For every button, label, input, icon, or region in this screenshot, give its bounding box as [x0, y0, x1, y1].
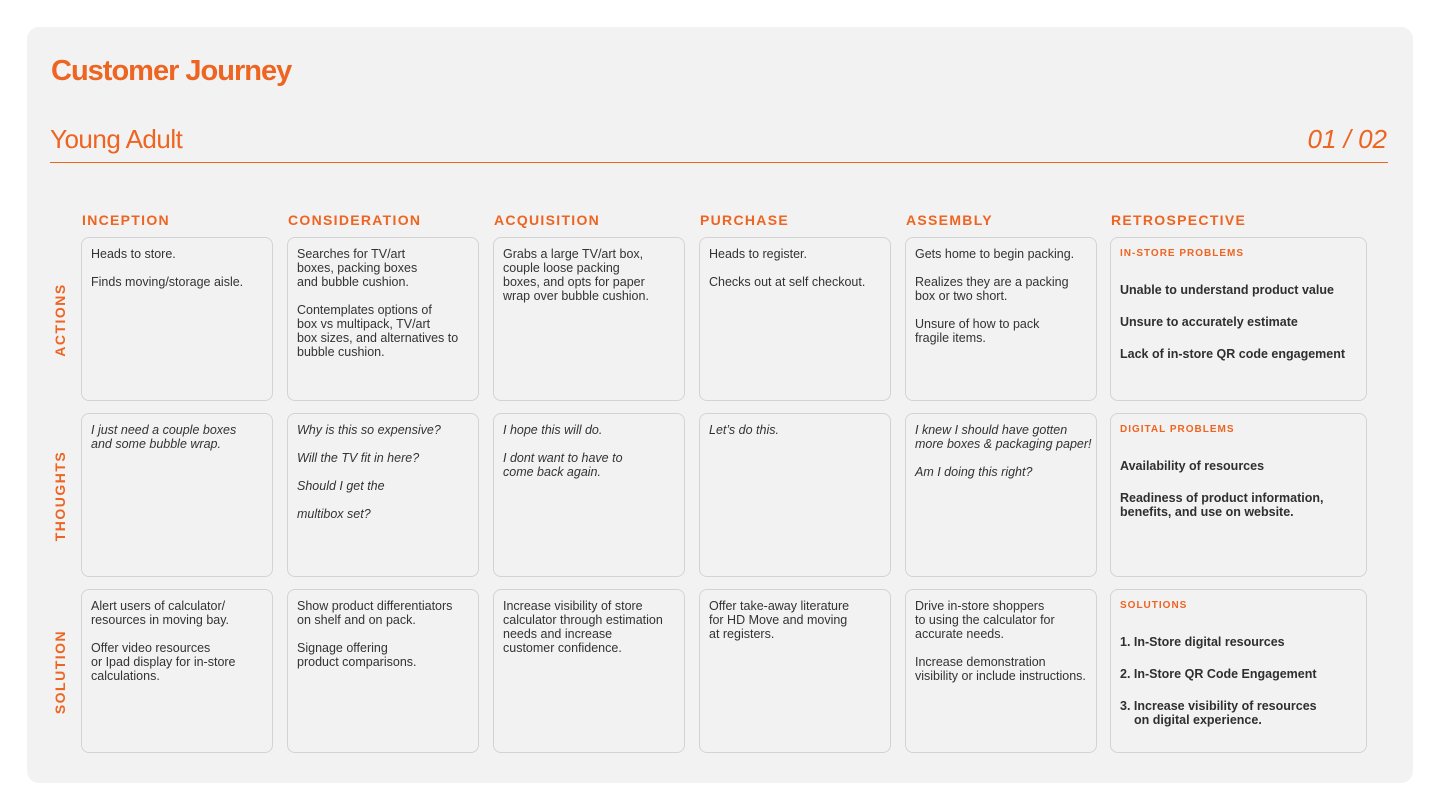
actions-text-line: Heads to register. — [709, 247, 807, 261]
digital-problem-item-continued: benefits, and use on website. — [1120, 505, 1294, 519]
solution-text-line: Increase visibility of store — [503, 599, 643, 613]
solution-item: 2. In-Store QR Code Engagement — [1120, 667, 1317, 681]
actions-text-line: Finds moving/storage aisle. — [91, 275, 244, 289]
solution-text-line: to using the calculator for — [915, 613, 1055, 627]
thoughts-text-line: I knew I should have gotten — [915, 423, 1068, 437]
thoughts-text-line: I just need a couple boxes — [91, 423, 237, 437]
actions-text-line: box or two short. — [915, 289, 1008, 303]
actions-text-line: and bubble cushion. — [297, 275, 409, 289]
solution-text-line: Drive in-store shoppers — [915, 599, 1045, 613]
solution-item-continued — [1120, 713, 1357, 727]
solution-text-line: resources in moving bay. — [91, 613, 230, 627]
thoughts-text-line: Should I get the — [297, 479, 385, 493]
solution-text-line: on shelf and on pack. — [297, 613, 416, 627]
actions-text-line: Unsure of how to pack — [915, 317, 1040, 331]
digital-problems-heading: DIGITAL PROBLEMS — [1120, 424, 1235, 435]
thoughts-card — [905, 413, 1097, 577]
stage-header-purchase: PURCHASE — [700, 212, 789, 228]
solution-text-line: for HD Move and moving — [709, 613, 848, 627]
solution-item: 3. Increase visibility of resources — [1120, 699, 1317, 713]
solution-text-line: product comparisons. — [297, 655, 417, 669]
solution-text-line: Increase demonstration — [915, 655, 1046, 669]
paragraph-spacer — [915, 303, 1087, 317]
actions-text-line: bubble cushion. — [297, 345, 385, 359]
thoughts-card — [699, 413, 891, 577]
paragraph-spacer — [91, 627, 263, 641]
solution-text-line: Offer take-away literature — [709, 599, 850, 613]
paragraph-spacer — [297, 465, 469, 479]
actions-text-line: boxes, and opts for paper — [503, 275, 645, 289]
solution-card — [287, 589, 479, 753]
actions-text-line: Contemplates options of — [297, 303, 432, 317]
actions-text-line: Checks out at self checkout. — [709, 275, 866, 289]
solution-text-line: visibility or include instructions. — [915, 669, 1086, 683]
stage-header-consideration: CONSIDERATION — [288, 212, 422, 228]
actions-text-line: wrap over bubble cushion. — [503, 289, 649, 303]
solution-text-line: Offer video resources — [91, 641, 211, 655]
thoughts-card — [287, 413, 479, 577]
actions-text-line: box sizes, and alternatives to — [297, 331, 459, 345]
row-label-solution-text: SOLUTION — [52, 629, 68, 715]
thoughts-text-line: Am I doing this right? — [915, 465, 1033, 479]
stage-header-assembly: ASSEMBLY — [906, 212, 993, 228]
actions-text-line: Heads to store. — [91, 247, 176, 261]
digital-problem-item: Readiness of product information, — [1120, 491, 1324, 505]
solution-text-line: Signage offering — [297, 641, 388, 655]
actions-card — [493, 237, 685, 401]
actions-text-line: Searches for TV/art — [297, 247, 406, 261]
paragraph-spacer — [297, 437, 469, 451]
solution-card — [699, 589, 891, 753]
row-label-thoughts-text: THOUGHTS — [52, 450, 68, 542]
paragraph-spacer — [915, 261, 1087, 275]
solution-text-line: Show product differentiators — [297, 599, 453, 613]
actions-text-line: box vs multipack, TV/art — [297, 317, 431, 331]
solution-text-line: accurate needs. — [915, 627, 1004, 641]
in-store-problem-item: Unable to understand product value — [1120, 283, 1334, 297]
actions-text-line: fragile items. — [915, 331, 986, 345]
header-divider — [50, 162, 1388, 163]
thoughts-text-line: I dont want to have to — [503, 451, 623, 465]
page-number: 01 / 02 — [1307, 124, 1387, 154]
row-label-actions-text: ACTIONS — [52, 283, 68, 357]
solution-text-line: calculations. — [91, 669, 160, 683]
in-store-problem-item: Unsure to accurately estimate — [1120, 315, 1298, 329]
actions-card — [905, 237, 1097, 401]
actions-text-line: Gets home to begin packing. — [915, 247, 1075, 261]
solution-card — [905, 589, 1097, 753]
paragraph-spacer — [915, 451, 1087, 465]
actions-card — [287, 237, 479, 401]
retro-card-in-store-problems — [1110, 237, 1367, 401]
stage-header-acquisition: ACQUISITION — [494, 212, 601, 228]
thoughts-text-line: come back again. — [503, 465, 601, 479]
solution-text-line: needs and increase — [503, 627, 613, 641]
solution-text-line: customer confidence. — [503, 641, 622, 655]
paragraph-spacer — [709, 261, 881, 275]
paragraph-spacer — [915, 641, 1087, 655]
in-store-problem-item: Lack of in-store QR code engagement — [1120, 347, 1346, 361]
paragraph-spacer — [297, 493, 469, 507]
solution-item-continued-text: on digital experience. — [1134, 713, 1262, 727]
actions-text-line: boxes, packing boxes — [297, 261, 418, 275]
solutions-heading: SOLUTIONS — [1120, 600, 1188, 611]
persona-subtitle: Young Adult — [50, 124, 183, 154]
actions-card — [81, 237, 273, 401]
actions-text-line: Realizes they are a packing — [915, 275, 1069, 289]
paragraph-spacer — [297, 627, 469, 641]
retro-card-solutions — [1110, 589, 1367, 753]
thoughts-text-line: multibox set? — [297, 507, 371, 521]
paragraph-spacer — [503, 437, 675, 451]
retro-card-digital-problems — [1110, 413, 1367, 577]
solution-card — [81, 589, 273, 753]
paragraph-spacer — [91, 261, 263, 275]
stage-header-inception: INCEPTION — [82, 212, 170, 228]
solution-card — [493, 589, 685, 753]
thoughts-card — [493, 413, 685, 577]
thoughts-text-line: I hope this will do. — [503, 423, 603, 437]
solution-text-line: or Ipad display for in-store — [91, 655, 236, 669]
solution-text-line: at registers. — [709, 627, 775, 641]
digital-problem-item: Availability of resources — [1120, 459, 1265, 473]
page-title: Customer Journey — [51, 55, 292, 87]
paragraph-spacer — [297, 289, 469, 303]
actions-text-line: couple loose packing — [503, 261, 620, 275]
solution-text-line: calculator through estimation — [503, 613, 663, 627]
in-store-problems-heading: IN-STORE PROBLEMS — [1120, 248, 1245, 259]
actions-card — [699, 237, 891, 401]
solution-item: 1. In-Store digital resources — [1120, 635, 1285, 649]
thoughts-text-line: and some bubble wrap. — [91, 437, 221, 451]
thoughts-text-line: Why is this so expensive? — [297, 423, 441, 437]
solution-text-line: Alert users of calculator/ — [91, 599, 226, 613]
thoughts-text-line: more boxes & packaging paper! — [915, 437, 1092, 451]
stage-header-retrospective: RETROSPECTIVE — [1111, 212, 1247, 228]
thoughts-card — [81, 413, 273, 577]
thoughts-text-line: Let’s do this. — [709, 423, 779, 437]
thoughts-text-line: Will the TV fit in here? — [297, 451, 420, 465]
actions-text-line: Grabs a large TV/art box, — [503, 247, 644, 261]
